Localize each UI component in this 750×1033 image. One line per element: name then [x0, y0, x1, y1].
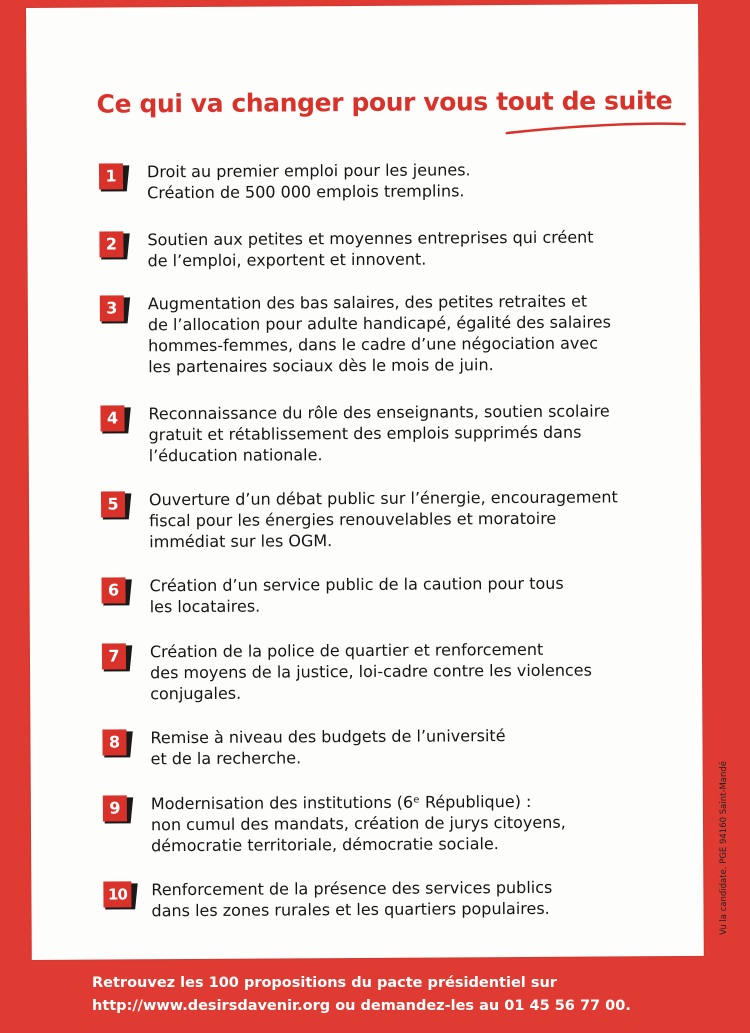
- list-item-text: Création de la police de quartier et renforcement des moyens de la justice, loi-cadre contre les violences conjugales.: [149, 639, 593, 704]
- list-item-text: Droit au premier emploi pour les jeunes. Création de 500 000 emplois tremplins.: [146, 160, 471, 203]
- number-badge: 7: [102, 643, 128, 669]
- list-item: [102, 638, 692, 704]
- list-item-text: Création d’un service public de la caution pour tous les locataires.: [149, 573, 564, 617]
- number-badge: 4: [100, 405, 126, 431]
- list-item: [103, 790, 693, 856]
- number-badge: 9: [103, 795, 129, 821]
- number-badge: 10: [103, 881, 129, 907]
- number-badge: 8: [102, 729, 128, 755]
- title-underline-stroke: [505, 120, 687, 135]
- number-badge: 3: [100, 295, 126, 321]
- list-item: [103, 876, 693, 921]
- number-badge: 5: [101, 491, 127, 517]
- list-item-text: Modernisation des institutions (6ᵉ République) : non cumul des mandats, création de jurys citoyens, démocratie territoriale, démocratie sociale.: [150, 791, 566, 856]
- list-item: [100, 400, 690, 466]
- number-badge: 6: [101, 577, 127, 603]
- list-item: [102, 724, 692, 769]
- footer-text: Retrouvez les 100 propositions du pacte présidentiel sur http://www.desirsdavenir.org ou demandez-les au 01 45 56 77 00.: [92, 975, 631, 1014]
- page-title: Ce qui va changer pour vous tout de suite: [96, 86, 673, 119]
- list-item: [100, 290, 690, 377]
- legal-mention: Vu la candidate. PGE 94160 Saint-Mandé: [719, 760, 729, 935]
- number-badge: 2: [99, 231, 125, 257]
- number-badge: 1: [99, 163, 125, 189]
- list-item: [101, 572, 691, 617]
- list-item: [101, 486, 691, 552]
- list-item-text: Reconnaissance du rôle des enseignants, soutien scolaire gratuit et rétablissement des emplois supprimés dans l’éducation nationale.: [148, 401, 610, 466]
- list-item-text: Ouverture d’un débat public sur l’énergie, encouragement fiscal pour les énergies renouvelables et moratoire immédiat sur les OGM.: [148, 487, 618, 552]
- list-item-text: Soutien aux petites et moyennes entreprises qui créent de l’emploi, exportent et innovent.: [147, 227, 594, 271]
- list-item-text: Augmentation des bas salaires, des petites retraites et de l’allocation pour adulte handicapé, égalité des salaires hommes-femmes, dans le cadre d’une négociation avec les partenaires sociaux dès le mois de juin.: [147, 291, 611, 377]
- list-item: [99, 158, 689, 203]
- list-item-text: Remise à niveau des budgets de l’université et de la recherche.: [150, 726, 506, 769]
- list-item-text: Renforcement de la présence des services publics dans les zones rurales et les quartiers populaires.: [151, 877, 553, 921]
- document-sheet: [26, 4, 704, 960]
- list-item: [99, 226, 689, 271]
